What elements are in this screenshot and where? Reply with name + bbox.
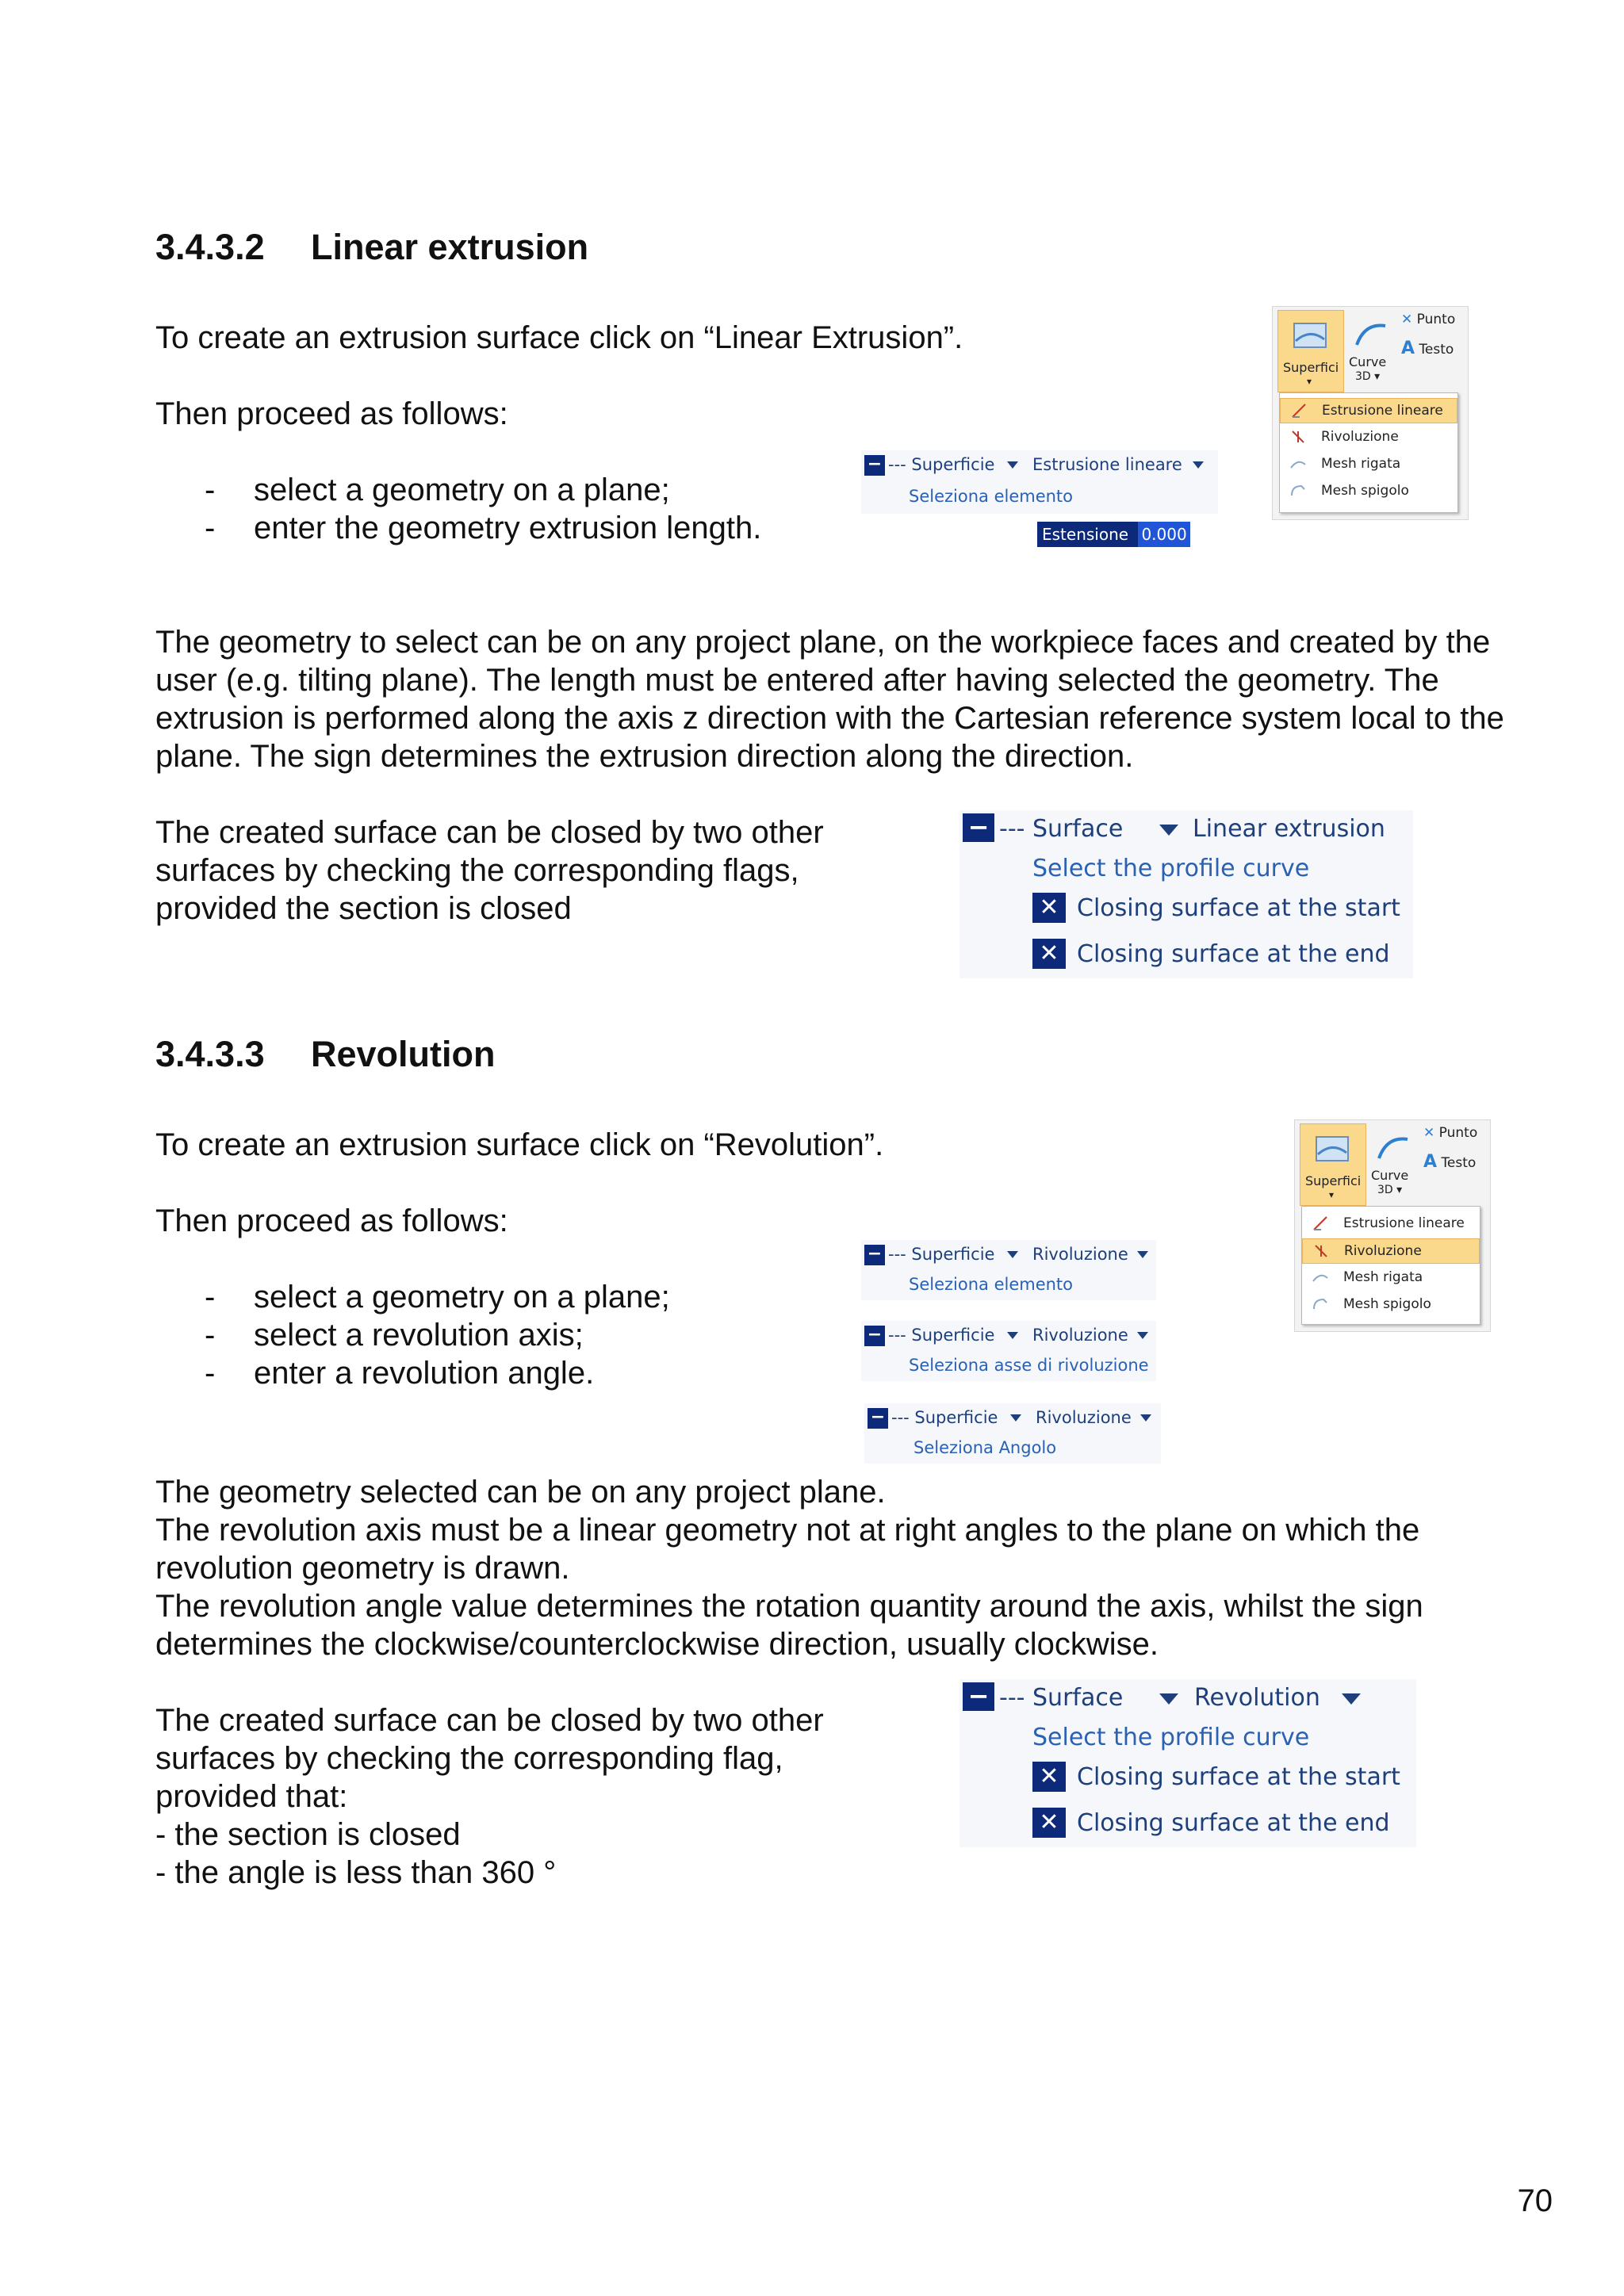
page-number: 70 xyxy=(1517,2183,1553,2218)
chevron-down-icon: ▾ xyxy=(1307,376,1312,387)
menu-item-rivoluzione[interactable]: Rivoluzione xyxy=(1280,425,1457,449)
point-icon: ✕ xyxy=(1423,1125,1435,1141)
list-item: - enter a revolution angle. xyxy=(205,1356,595,1391)
closed-surface-paragraph: The created surface can be closed by two other surfaces by checking the corresponding flags, provided the section is closed xyxy=(155,815,824,926)
dropdown-arrow-icon[interactable] xyxy=(1159,1693,1178,1705)
input-label: Estensione xyxy=(1042,525,1129,544)
surface-icon xyxy=(1293,319,1329,352)
command-line-snippet xyxy=(861,1321,1156,1381)
ribbon-surfaces-menu xyxy=(1294,1119,1491,1332)
section-heading-revolution xyxy=(155,1034,496,1075)
chevron-down-icon: ▾ xyxy=(1329,1189,1335,1200)
command-prefix: --- Superficie xyxy=(888,1326,995,1345)
command-prompt: Select the profile curve xyxy=(1032,855,1310,882)
command-prefix: --- Surface xyxy=(999,815,1124,843)
extension-input[interactable] xyxy=(1037,522,1187,547)
punto-button[interactable] xyxy=(1401,312,1455,327)
closing-flags-panel xyxy=(959,810,1413,978)
revolution-icon xyxy=(1289,428,1307,446)
command-name: Linear extrusion xyxy=(1193,815,1385,843)
menu-item-mesh-rigata[interactable]: Mesh rigata xyxy=(1302,1265,1480,1289)
testo-button[interactable] xyxy=(1423,1152,1476,1172)
surfaces-dropdown-menu xyxy=(1279,392,1458,513)
closing-start-checkbox[interactable]: ✕ xyxy=(1032,1762,1066,1792)
command-prefix: --- Superficie xyxy=(891,1408,998,1427)
section-number: 3.4.3.2 xyxy=(155,227,265,267)
command-line-snippet xyxy=(864,1403,1161,1464)
curve-label: Curve xyxy=(1371,1168,1409,1183)
dropdown-arrow-icon[interactable] xyxy=(1007,461,1018,469)
menu-item-rivoluzione[interactable]: Rivoluzione xyxy=(1302,1238,1480,1264)
collapse-icon[interactable]: − xyxy=(963,813,994,842)
curve-sub-label: 3D ▾ xyxy=(1377,1184,1403,1196)
dropdown-arrow-icon[interactable] xyxy=(1159,825,1178,836)
dropdown-arrow-icon[interactable] xyxy=(1007,1251,1018,1258)
closing-start-checkbox[interactable]: ✕ xyxy=(1032,893,1066,923)
punto-label: Punto xyxy=(1416,312,1456,327)
edge-mesh-icon xyxy=(1289,482,1307,499)
curve-label: Curve xyxy=(1349,354,1387,369)
closing-end-checkbox[interactable]: ✕ xyxy=(1032,939,1066,969)
list-item: - select a geometry on a plane; xyxy=(205,1280,670,1314)
revolution-icon xyxy=(1312,1242,1330,1260)
list-item: - select a revolution axis; xyxy=(205,1318,584,1353)
superfici-button[interactable] xyxy=(1277,310,1344,392)
curve-sub-label: 3D ▾ xyxy=(1355,370,1381,383)
section-title: Linear extrusion xyxy=(311,227,589,267)
collapse-icon[interactable]: − xyxy=(963,1682,994,1711)
closing-flags-panel xyxy=(959,1679,1416,1847)
curve-icon xyxy=(1354,318,1388,350)
command-name: Estrusione lineare xyxy=(1032,455,1182,474)
command-name: Revolution xyxy=(1194,1684,1320,1712)
testo-label: Testo xyxy=(1419,342,1454,358)
closing-start-label: Closing surface at the start xyxy=(1077,1763,1400,1791)
command-line-snippet xyxy=(861,450,1218,514)
section-number: 3.4.3.3 xyxy=(155,1034,265,1074)
command-prompt: Seleziona elemento xyxy=(909,487,1074,506)
command-name: Rivoluzione xyxy=(1032,1245,1128,1264)
list-item: - select a geometry on a plane; xyxy=(205,473,670,507)
intro-text: To create an extrusion surface click on “Linear Extrusion”. xyxy=(155,320,963,355)
closing-end-checkbox[interactable]: ✕ xyxy=(1032,1808,1066,1838)
surface-icon xyxy=(1315,1132,1351,1165)
menu-item-estrusione-lineare[interactable]: Estrusione lineare xyxy=(1280,398,1457,423)
punto-button[interactable] xyxy=(1423,1125,1477,1141)
command-prompt: Seleziona elemento xyxy=(909,1275,1074,1294)
command-line-snippet xyxy=(861,1240,1156,1300)
curve-icon xyxy=(1376,1131,1411,1163)
collapse-icon[interactable]: − xyxy=(864,455,885,476)
text-icon: A xyxy=(1401,339,1415,358)
superfici-label: Superfici xyxy=(1305,1173,1362,1188)
closing-start-label: Closing surface at the start xyxy=(1077,894,1400,922)
edge-mesh-icon xyxy=(1312,1295,1329,1313)
command-prefix: --- Superficie xyxy=(888,455,995,474)
ruled-mesh-icon xyxy=(1289,455,1307,473)
extrusion-icon xyxy=(1312,1215,1329,1232)
command-prefix: --- Surface xyxy=(999,1684,1124,1712)
dropdown-arrow-icon[interactable] xyxy=(1342,1693,1361,1705)
menu-item-mesh-rigata[interactable]: Mesh rigata xyxy=(1280,452,1457,476)
dropdown-arrow-icon[interactable] xyxy=(1140,1414,1151,1422)
testo-label: Testo xyxy=(1441,1155,1477,1171)
command-name: Rivoluzione xyxy=(1032,1326,1128,1345)
closing-end-label: Closing surface at the end xyxy=(1077,1809,1390,1837)
steps-list xyxy=(205,471,761,547)
body-paragraph: The geometry to select can be on any project plane, on the workpiece faces and created by the user (e.g. tilting plane). The length must be entered after having selected the geometry. The extrusion is performed along the axis z direction with the Cartesian reference system local to the plane. The sign determines the extrusion direction along the direction. xyxy=(155,625,1504,774)
punto-label: Punto xyxy=(1438,1125,1478,1141)
dropdown-arrow-icon[interactable] xyxy=(1193,461,1204,469)
input-value[interactable]: 0.000 xyxy=(1138,522,1189,547)
surfaces-dropdown-menu xyxy=(1301,1206,1480,1325)
curve-button[interactable] xyxy=(1371,1128,1412,1207)
collapse-icon[interactable]: − xyxy=(864,1245,885,1265)
dropdown-arrow-icon[interactable] xyxy=(1137,1251,1148,1258)
superfici-label: Superfici xyxy=(1283,360,1339,375)
command-name: Rivoluzione xyxy=(1036,1408,1132,1427)
command-prompt: Seleziona asse di rivoluzione xyxy=(909,1356,1149,1375)
ribbon-surfaces-menu xyxy=(1272,306,1469,520)
point-icon: ✕ xyxy=(1401,312,1413,327)
command-prompt: Seleziona Angolo xyxy=(914,1438,1057,1457)
dropdown-arrow-icon[interactable] xyxy=(1007,1332,1018,1339)
section-heading-linear-extrusion xyxy=(155,227,588,268)
ruled-mesh-icon xyxy=(1312,1269,1329,1286)
dropdown-arrow-icon[interactable] xyxy=(1137,1332,1148,1339)
collapse-icon[interactable]: − xyxy=(868,1408,888,1429)
steps-list xyxy=(205,1278,670,1392)
command-prompt: Select the profile curve xyxy=(1032,1724,1310,1751)
menu-item-mesh-spigolo[interactable]: Mesh spigolo xyxy=(1280,479,1457,503)
command-prefix: --- Superficie xyxy=(888,1245,995,1264)
testo-button[interactable] xyxy=(1401,339,1454,358)
proceed-text: Then proceed as follows: xyxy=(155,396,508,431)
closing-end-label: Closing surface at the end xyxy=(1077,940,1390,968)
list-item: - enter the geometry extrusion length. xyxy=(205,511,762,545)
text-icon: A xyxy=(1423,1152,1438,1172)
superfici-button[interactable] xyxy=(1300,1123,1366,1206)
closed-surface-paragraph: The created surface can be closed by two other surfaces by checking the corresponding flag, provided that: - the section is closed - the angle is less than 360 ° xyxy=(155,1703,824,1890)
section-title: Revolution xyxy=(311,1034,496,1074)
menu-item-mesh-spigolo[interactable]: Mesh spigolo xyxy=(1302,1292,1480,1316)
intro-text: To create an extrusion surface click on “Revolution”. xyxy=(155,1127,884,1162)
body-paragraph: The geometry selected can be on any project plane. The revolution axis must be a linear geometry not at right angles to the plane on which the revolution geometry is drawn. The revolution angle value determines the rotation quantity around the axis, whilst the sign determines the clockwise/counterclockwise direction, usually clockwise. xyxy=(155,1475,1423,1662)
menu-item-estrusione-lineare[interactable]: Estrusione lineare xyxy=(1302,1211,1480,1235)
proceed-text: Then proceed as follows: xyxy=(155,1203,508,1238)
extrusion-icon xyxy=(1290,402,1308,419)
curve-button[interactable] xyxy=(1349,315,1390,394)
collapse-icon[interactable]: − xyxy=(864,1326,885,1346)
dropdown-arrow-icon[interactable] xyxy=(1010,1414,1021,1422)
